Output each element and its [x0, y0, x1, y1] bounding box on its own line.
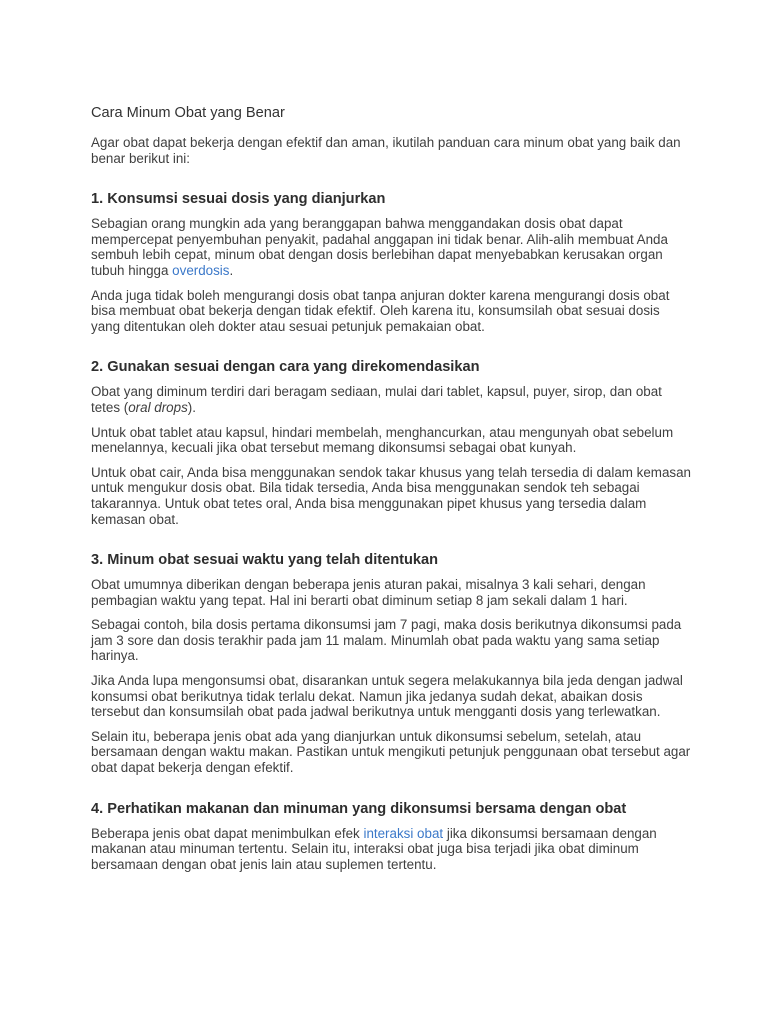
section-paragraph: [91, 384, 691, 415]
section-heading: 1. Konsumsi sesuai dosis yang dianjurkan: [91, 191, 386, 208]
section-heading: 2. Gunakan sesuai dengan cara yang direkomendasikan: [91, 359, 480, 376]
paragraph-text: Obat yang diminum terdiri dari beragam sediaan, mulai dari tablet, kapsul, puyer, sirop, dan obat tetes (: [91, 384, 662, 415]
document-body: [91, 104, 691, 896]
paragraph-text: Beberapa jenis obat dapat menimbulkan efek: [91, 825, 364, 841]
section-paragraph: [91, 216, 691, 278]
italic-term: oral drops: [128, 399, 188, 415]
section-paragraph: Untuk obat tablet atau kapsul, hindari membelah, menghancurkan, atau mengunyah obat sebelum menelannya, kecuali jika obat tersebut memang dikonsumsi sebagai obat kunyah.: [91, 424, 674, 456]
section-paragraph: Untuk obat cair, Anda bisa menggunakan sendok takar khusus yang telah tersedia di dalam kemasan untuk mengukur dosis obat. Bila tidak tersedia, Anda bisa menggunakan sendok teh sebagai takarannya. Untuk obat tetes oral, Anda bisa menggunakan pipet khusus yang tersedia dalam kemasan obat.: [91, 464, 691, 527]
paragraph-text: ).: [187, 399, 196, 415]
section-paragraph: [91, 826, 691, 873]
paragraph-text: .: [229, 262, 234, 278]
section-paragraph: Selain itu, beberapa jenis obat ada yang dianjurkan untuk dikonsumsi sebelum, setelah, atau bersamaan dengan waktu makan. Pastikan untuk mengikuti petunjuk penggunaan obat tersebut agar obat dapat bekerja dengan efektif.: [91, 728, 691, 776]
section-paragraph: Jika Anda lupa mengonsumsi obat, disarankan untuk segera melakukannya bila jeda dengan jadwal konsumsi obat berikutnya tidak terlalu dekat. Namun jika jedanya sudah dekat, abaikan dosis tersebut dan konsumsilah obat pada jadwal berikutnya untuk mengganti dosis yang terlewatkan.: [91, 673, 683, 720]
paragraph-text: jika dikonsumsi bersamaan dengan makanan atau minuman tertentu. Selain itu, interaksi obat juga bisa terjadi jika obat diminum bersamaan dengan obat jenis lain atau suplemen tertentu.: [91, 825, 657, 872]
section-3: [91, 551, 691, 776]
section-1: [91, 190, 691, 334]
page-title: Cara Minum Obat yang Benar: [91, 105, 285, 121]
paragraph-text: Sebagian orang mungkin ada yang beranggapan bahwa menggandakan dosis obat dapat mempercepat penyembuhan penyakit, padahal anggapan ini tidak benar. Alih-alih membuat Anda sembuh lebih cepat, minum obat dengan dosis berlebihan dapat menyebabkan kerusakan organ tubuh hingga: [91, 216, 668, 278]
intro-paragraph: Agar obat dapat bekerja dengan efektif dan aman, ikutilah panduan cara minum obat yang baik dan benar berikut ini:: [91, 135, 681, 166]
section-paragraph: Obat umumnya diberikan dengan beberapa jenis aturan pakai, misalnya 3 kali sehari, dengan pembagian waktu yang tepat. Hal ini berarti obat diminum setiap 8 jam sekali dalam 1 hari.: [91, 577, 646, 608]
overdosis-link[interactable]: overdosis: [172, 262, 230, 278]
section-heading: 3. Minum obat sesuai waktu yang telah ditentukan: [91, 552, 439, 569]
section-2: [91, 358, 691, 527]
section-paragraph: Sebagai contoh, bila dosis pertama dikonsumsi jam 7 pagi, maka dosis berikutnya dikonsumsi pada jam 3 sore dan dosis terakhir pada jam 11 malam. Minumlah obat pada waktu yang sama setiap harinya.: [91, 617, 682, 664]
interaksi-obat-link[interactable]: interaksi obat: [363, 825, 444, 841]
section-heading: 4. Perhatikan makanan dan minuman yang dikonsumsi bersama dengan obat: [91, 800, 627, 817]
section-4: [91, 800, 691, 873]
section-paragraph: Anda juga tidak boleh mengurangi dosis obat tanpa anjuran dokter karena mengurangi dosis obat bisa membuat obat bekerja dengan tidak efektif. Oleh karena itu, konsumsilah obat sesuai dosis yang ditentukan oleh dokter atau sesuai petunjuk pemakaian obat.: [91, 287, 670, 334]
